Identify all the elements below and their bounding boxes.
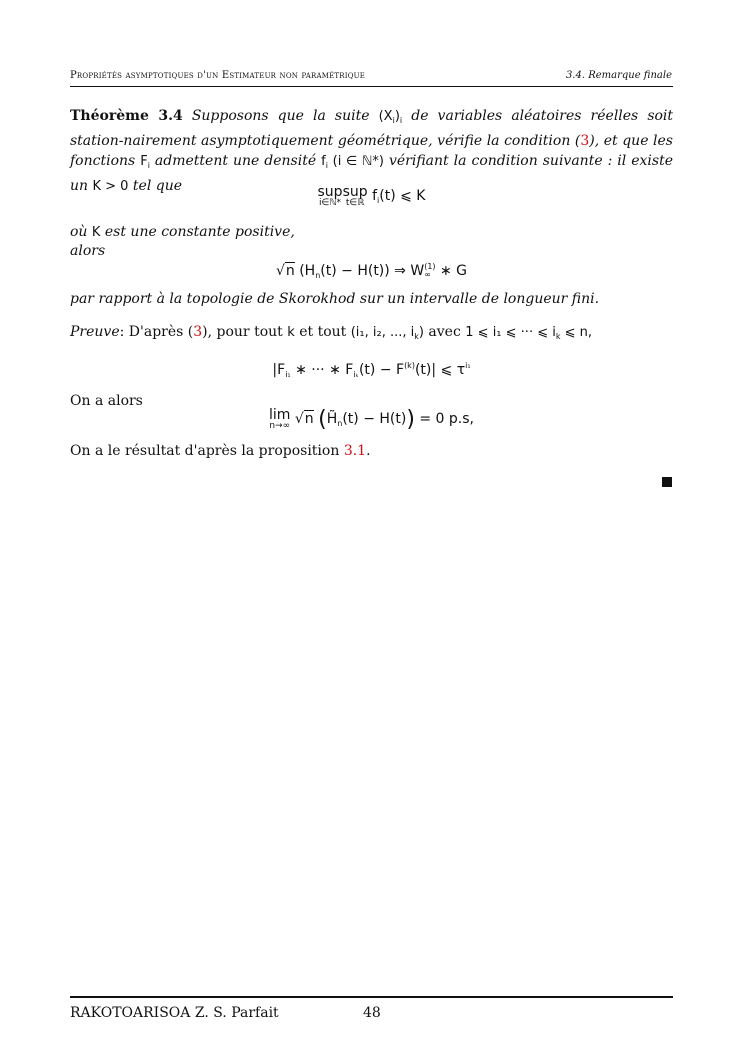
equation-convergence [70, 261, 673, 286]
math-token: (X [378, 109, 393, 124]
math-token: = 0 p.s, [419, 411, 474, 427]
proposition-ref-link[interactable]: 3.1 [343, 443, 367, 459]
math-subscript: i₁ [285, 370, 291, 379]
text: . [366, 443, 371, 459]
text: ), pour tout [202, 324, 283, 340]
qed-square-icon [662, 477, 672, 487]
math-inline [321, 154, 384, 169]
footer-rule [70, 996, 673, 998]
math-token: |F [272, 362, 286, 378]
sqrt-symbol: √ [275, 263, 285, 279]
math-inline: K > 0 [92, 179, 129, 194]
math-token: ) [394, 109, 400, 124]
math-token: (t) − H(t) [342, 411, 407, 427]
math-subscript: n [337, 419, 343, 428]
math-superscript: (k) [404, 361, 415, 370]
math-token: ∗ ··· ∗ F [295, 362, 354, 378]
operator-sup [318, 186, 343, 208]
text: est une constante positive, [104, 224, 295, 240]
math-subscript: n→∞ [269, 421, 291, 431]
math-subscript: i [325, 161, 328, 170]
page-number: 48 [363, 1005, 381, 1021]
math-subscript: n [315, 271, 321, 280]
math-inline [379, 109, 403, 124]
math-subscript: k [414, 332, 419, 341]
text: On a le résultat d'après la proposition [70, 443, 340, 459]
math-inline [351, 325, 424, 340]
proof-label: Preuve [70, 324, 120, 340]
theorem-text: Supposons que la suite [191, 108, 370, 124]
math-subscript: t∈ℝ [345, 198, 365, 208]
math-token: (t) ⩽ K [379, 188, 426, 204]
math-token: f [321, 154, 326, 169]
header-rule [70, 86, 673, 87]
operator-sup [343, 186, 368, 208]
math-subscript: i [399, 116, 403, 125]
theorem-label: Théorème 3.4 [70, 108, 183, 124]
math-subscript: ∞ [424, 270, 431, 279]
paren-right: ) [406, 407, 415, 432]
math-token: sup [342, 184, 368, 200]
math-superscript: (1) [424, 262, 436, 271]
on-a-alors-text: On a alors [70, 393, 143, 409]
footer-author: RAKOTOARISOA Z. S. Parfait [70, 1005, 279, 1021]
math-token: 1 ⩽ i₁ ⩽ ··· ⩽ i [465, 325, 556, 340]
math-subscript: iₖ [353, 370, 359, 379]
math-subscript: i [147, 161, 150, 170]
theorem-text: admettent une densité [154, 153, 317, 169]
math-token: f [372, 188, 378, 204]
paren-left: ( [318, 407, 327, 432]
text: où [70, 224, 88, 240]
equation-ref-link[interactable]: 3 [580, 133, 590, 149]
math-inline [465, 325, 592, 340]
math-inline: k [287, 325, 295, 340]
math-token: n [285, 263, 295, 279]
text: avec [428, 324, 461, 340]
equation-sup-bound [70, 186, 673, 211]
equation-ref-link[interactable]: 3 [193, 324, 203, 340]
math-token: (i ∈ ℕ*) [332, 154, 384, 169]
math-scripts [424, 263, 435, 279]
math-token: sup [317, 184, 343, 200]
operator-lim [269, 409, 290, 431]
math-token: (t)| ⩽ τ [414, 362, 466, 378]
theorem-text: de variables aléatoires réelles soit station-nairement asymptotiquement géométrique, vérifie la condition ( [70, 108, 674, 149]
math-subscript: i [392, 116, 395, 125]
constant-remark [70, 222, 673, 243]
equation-limit [70, 409, 673, 434]
math-token: ⩽ n, [564, 325, 593, 340]
math-token: H̃ [326, 411, 338, 427]
text: et tout [299, 324, 347, 340]
equation-convolution-bound [70, 356, 673, 385]
math-token: (t) − F [358, 362, 405, 378]
theorem-text: tel que [132, 178, 183, 194]
theorem-text: ), et que les fonctions [70, 133, 673, 169]
math-inline: K [91, 225, 101, 240]
running-header-title: Propriétés asymptotiques d'un Estimateur non paramétrique [70, 70, 366, 81]
theorem-text: vérifiant la condition suivante : il existe un [70, 153, 674, 194]
math-token: F [140, 154, 148, 169]
math-inline [140, 154, 150, 169]
math-superscript: i₁ [465, 361, 471, 370]
theorem-statement [70, 106, 673, 197]
math-token: ∗ G [440, 263, 468, 279]
sqrt-symbol: √ [294, 411, 304, 427]
math-token: (H [299, 263, 316, 279]
math-subscript: i∈ℕ* [319, 198, 342, 208]
topology-remark: par rapport à la topologie de Skorokhod sur un intervalle de longueur fini. [70, 291, 600, 307]
math-subscript: i [377, 196, 380, 205]
math-token: lim [269, 407, 291, 423]
math-token: (t) − H(t)) ⇒ W [320, 263, 425, 279]
text: : D'après ( [119, 324, 194, 340]
result-sentence [70, 441, 673, 461]
math-token: ) [418, 325, 424, 340]
alors-text: alors [70, 243, 106, 259]
math-subscript: k [555, 332, 561, 341]
math-token: (i₁, i₂, ..., i [350, 325, 415, 340]
math-token: n [304, 411, 314, 427]
running-header-section: 3.4. Remarque finale [565, 70, 672, 81]
proof-intro [70, 322, 673, 347]
